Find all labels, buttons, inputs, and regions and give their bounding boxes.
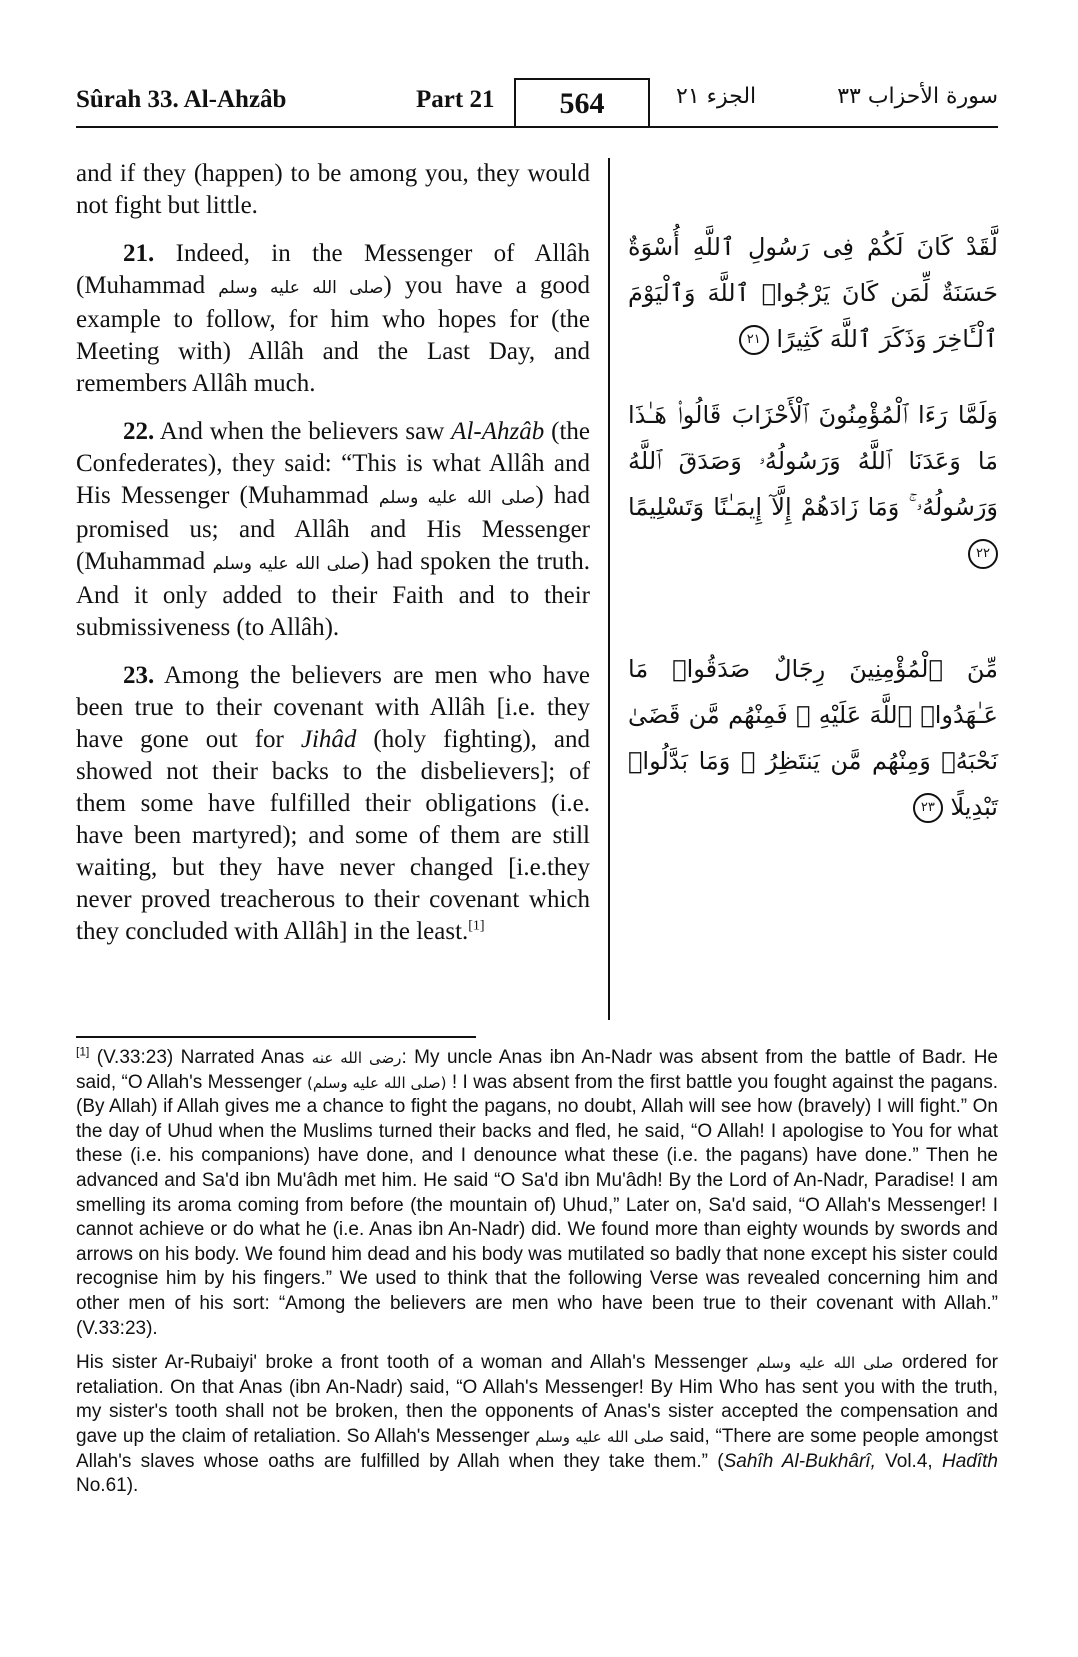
ayah-number-marker: ٢٣ (913, 793, 943, 823)
citation-term: Hadîth (942, 1450, 998, 1472)
page-header (76, 78, 998, 126)
verse-21 (76, 238, 590, 400)
part-label-english: Part 21 (416, 86, 495, 113)
verse-text: ) you have a good example to follow, for him who hopes for (the Meeting with) Allâh and the Last Day, and remembers Allâh much. (76, 272, 590, 397)
salutation-arabic: (صلى الله عليه وسلم) (307, 1073, 447, 1092)
verse-italic-term: Al-Ahzâb (451, 418, 545, 445)
verse-continuation: and if they (happen) to be among you, they would not fight but little. (76, 160, 590, 219)
footnote-text: ordered for retaliation. On that Anas (ibn An-Nadr) said, “O Allah's Messenger! By Him Who has sent you with the truth, my sister's tooth shall not be broken, then the opponents of Anas's sister accepted the compensation and gave up the claim of retaliation. So Allah's Messenger (76, 1352, 998, 1447)
arabic-ayah-23 (628, 646, 998, 830)
footnote-divider (76, 1036, 476, 1038)
verse-text: Among the believers are men who have been true to their covenant with Allâh [i.e. they have gone out for (76, 662, 590, 753)
footnote-reference: [1] (468, 918, 485, 934)
verse-22 (76, 416, 590, 644)
verse-number: 22. (123, 418, 155, 445)
footnote-text: said, “There are some people amongst Allah's slaves whose oaths are fulfilled by Allah when they take them.” ( (76, 1425, 998, 1472)
footnote-text: Vol.4, (875, 1450, 942, 1472)
arabic-ayah-22 (628, 392, 998, 576)
citation-title: Sahîh Al-Bukhârî, (723, 1450, 876, 1472)
ayah-number-marker: ٢٢ (968, 539, 998, 569)
footnote-text: His sister Ar-Rubaiyi' broke a front tooth of a woman and Allah's Messenger (76, 1352, 757, 1374)
verse-number: 21. (123, 240, 155, 267)
footnote-text: (V.33:23) Narrated Anas (89, 1047, 312, 1068)
salutation-arabic: صلى الله عليه وسلم (212, 554, 361, 574)
footnote-paragraph (76, 1351, 998, 1499)
part-label-arabic: الجزء ٢١ (676, 84, 757, 109)
verse-text: And when the believers saw (154, 418, 452, 445)
column-divider (608, 158, 610, 1020)
footnote-text: : My uncle Anas ibn An-Nadr was absent from the battle of Badr. He said, “O Allah's Messenger (76, 1047, 998, 1093)
verse-italic-term: Jihâd (300, 726, 357, 753)
radiallah-arabic: رضى الله عنه (311, 1049, 402, 1067)
verse-23 (76, 660, 590, 948)
verse-text: (the Confederates), they said: “This is what Allâh and His Messenger (Muhammad (76, 418, 590, 509)
verse-text: ) had spoken the truth. And it only added to their Faith and to their submissiveness (to Allâh). (76, 548, 591, 641)
verse-text: Indeed, in the Messenger of Allâh (Muhammad (76, 240, 590, 299)
salutation-arabic: صلى الله عليه وسلم (218, 278, 384, 298)
verse-number: 23. (123, 662, 155, 689)
arabic-text: مِّنَ ٱلْمُؤْمِنِينَ رِجَالٌ صَدَقُوا۟ مَا عَـٰهَدُوا۟ ٱللَّهَ عَلَيْهِ ۖ فَمِنْهُم مَّن قَضَىٰ نَحْبَهُۥ وَمِنْهُم مَّن يَنتَظِرُ ۖ وَمَا بَدَّلُوا۟ تَبْدِيلًا (628, 655, 998, 821)
footnote-text: ! I was absent from the first battle you fought against the pagans. (By Allah) if Allah gives me a chance to fight the pagans, no doubt, Allah will see how (bravely) I will fight.” On the day of Uhud when the Muslims turned their backs and fled, he said, “O Allah! I apologise to You for what these (i.e. his companions) have done, and I denounce what these (i.e. the pagans) have done.” Then he advanced and Sa'd ibn Mu'âdh met him. He said “O Sa'd ibn Mu'âdh! By the Lord of An-Nadr, Paradise! I am smelling its aroma coming from before (the mountain of) Uhud,” Later on, Sa'd said, “O Allah's Messenger! I cannot achieve or do what he (i.e. Anas ibn An-Nadr) did. We found more than eighty wounds by swords and arrows on his body. We found him dead and his body was mutilated so badly that none except his sister could recognise him by his fingers.” We used to think that the following Verse was revealed concerning him and other men of his sort: “Among the believers are men who have been true to their covenant with Allah.” (V.33:23). (76, 1071, 998, 1339)
english-translation-column (76, 158, 590, 964)
ayah-number-marker: ٢١ (739, 325, 769, 355)
footnote-paragraph (76, 1046, 998, 1341)
arabic-text: وَلَمَّا رَءَا ٱلْمُؤْمِنُونَ ٱلْأَحْزَابَ قَالُوا۟ هَـٰذَا مَا وَعَدَنَا ٱللَّهُ وَرَسُولُهُۥ وَصَدَقَ ٱللَّهُ وَرَسُولُهُۥ ۚ وَمَا زَادَهُمْ إِلَّآ إِيمَـٰنًا وَتَسْلِيمًا (628, 401, 998, 521)
verse-text: ) had promised us; and Allâh and His Messenger (Muhammad (76, 482, 591, 575)
salutation-arabic: صلى الله عليه وسلم (535, 1427, 664, 1446)
arabic-text: لَّقَدْ كَانَ لَكُمْ فِى رَسُولِ ٱللَّهِ أُسْوَةٌ حَسَنَةٌ لِّمَن كَانَ يَرْجُوا۟ ٱللَّهَ وَٱلْيَوْمَ ٱلْـَٔاخِرَ وَذَكَرَ ٱللَّهَ كَثِيرًا (628, 233, 998, 353)
surah-title-english: Sûrah 33. Al-Ahzâb (76, 86, 287, 113)
footnote-text: No.61). (76, 1475, 139, 1497)
arabic-ayah-21 (628, 224, 998, 362)
header-divider (76, 126, 998, 128)
salutation-arabic: صلى الله عليه وسلم (378, 488, 536, 508)
verse-text: (holy fighting), and showed not their backs to the disbelievers]; of them some have fulfilled their obligations (i.e. have been martyred); and some of them are still waiting, but they have never changed [i.e.they never proved treacherous to their covenant which they concluded with Allâh] in the least. (76, 726, 590, 945)
surah-title-arabic: سورة الأحزاب ٣٣ (837, 84, 998, 109)
footnote-mark: [1] (76, 1044, 90, 1059)
salutation-arabic: صلى الله عليه وسلم (756, 1354, 894, 1373)
page-number: 564 (514, 78, 650, 128)
footnote (76, 1046, 998, 1509)
